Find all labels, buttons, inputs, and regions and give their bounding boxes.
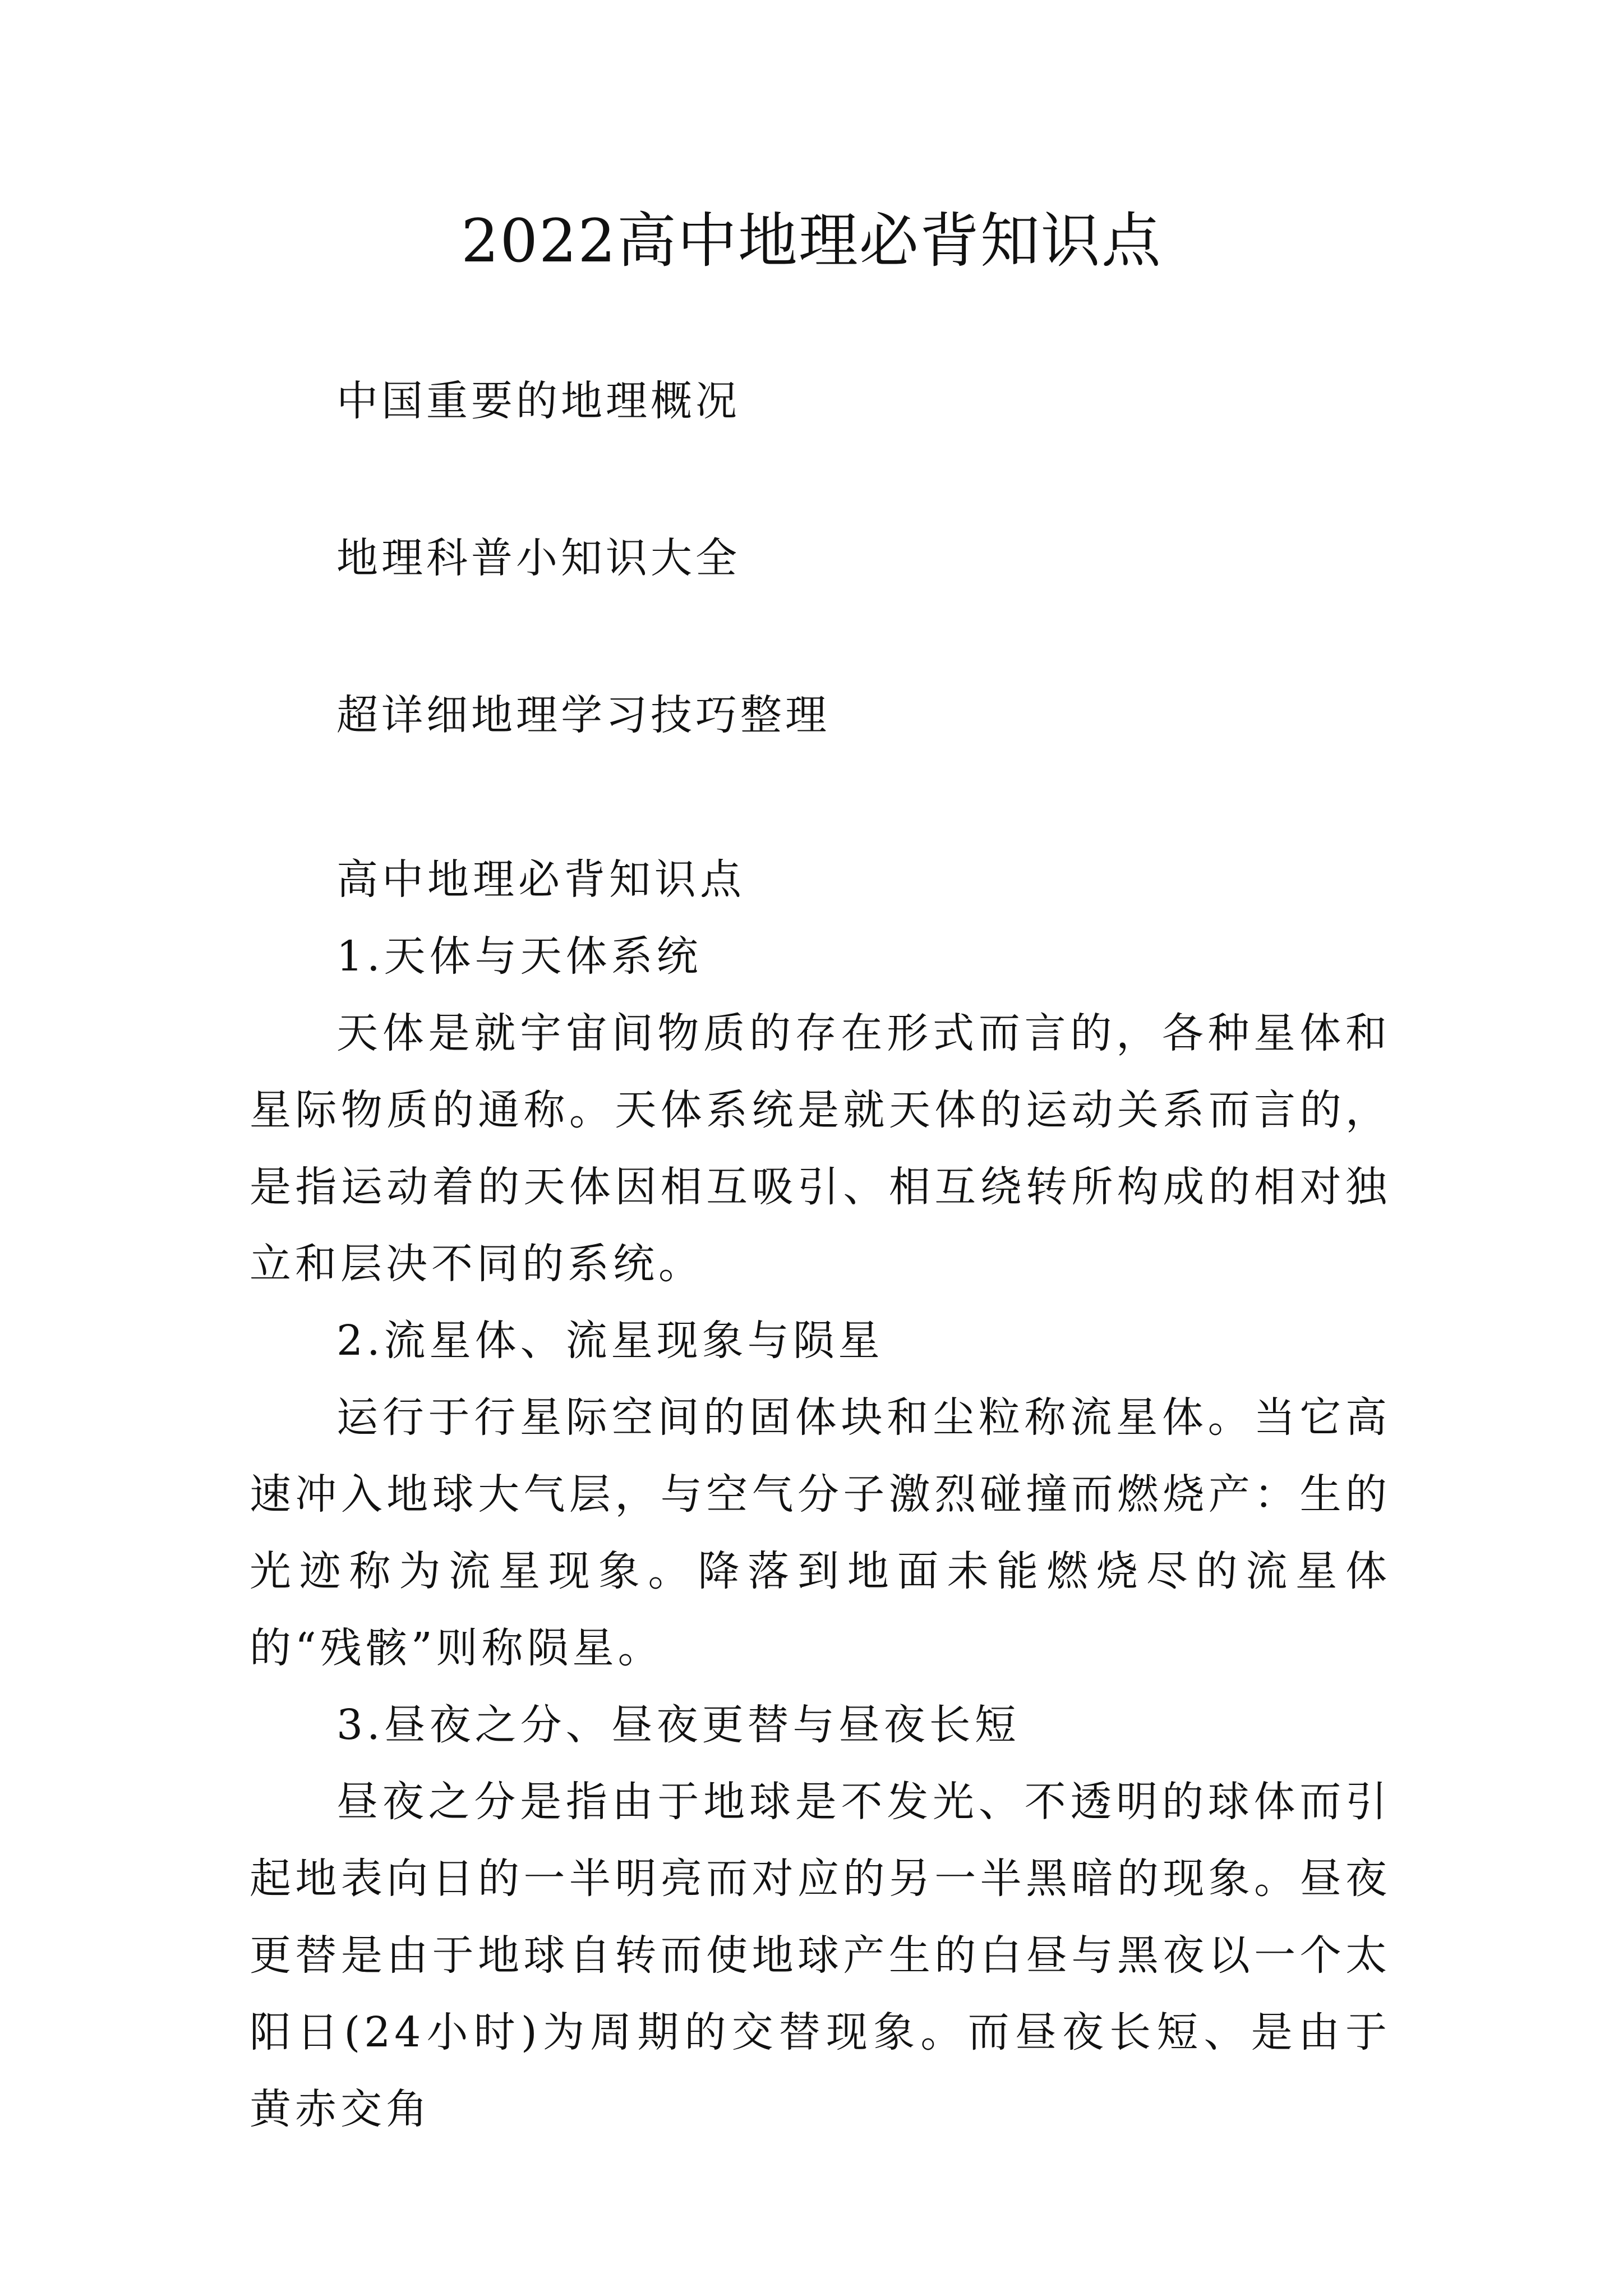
item-heading-celestial-bodies: 1.天体与天体系统: [336, 932, 702, 981]
item-heading-meteors: 2.流星体、流星现象与陨星: [336, 1317, 884, 1365]
related-link-geography-popular-science[interactable]: 地理科普小知识大全: [336, 534, 740, 582]
item-text-celestial-bodies: 天体是就宇宙间物质的存在形式而言的，各种星体和星际物质的通称。天体系统是就天体的运动关系而言的，是指运动着的天体因相互吸引、相互绕转所构成的相对独立和层决不同的系统。: [250, 1009, 1391, 1288]
document-title: 2022高中地理必背知识点: [461, 206, 1162, 275]
document-body: [250, 841, 1391, 2148]
related-link-geography-study-tips[interactable]: 超详细地理学习技巧整理: [336, 691, 830, 739]
item-text-day-night: 昼夜之分是指由于地球是不发光、不透明的球体而引起地表向日的一半明亮而对应的另一半黑暗的现象。昼夜更替是由于地球自转而使地球产生的白昼与黑夜以一个太阳日(24小时)为周期的交替现象。而昼夜长短、是由于黄赤交角: [250, 1778, 1391, 2133]
item-heading-day-night: 3.昼夜之分、昼夜更替与昼夜长短: [336, 1701, 1020, 1749]
item-text-meteors: 运行于行星际空间的固体块和尘粒称流星体。当它高速冲入地球大气层，与空气分子激烈碰撞而燃烧产：生的光迹称为流星现象。降落到地面未能燃烧尽的流星体的“残骸”则称陨星。: [250, 1393, 1391, 1672]
related-link-china-geography-overview[interactable]: 中国重要的地理概况: [336, 377, 740, 425]
section-heading: 高中地理必背知识点: [336, 855, 745, 904]
